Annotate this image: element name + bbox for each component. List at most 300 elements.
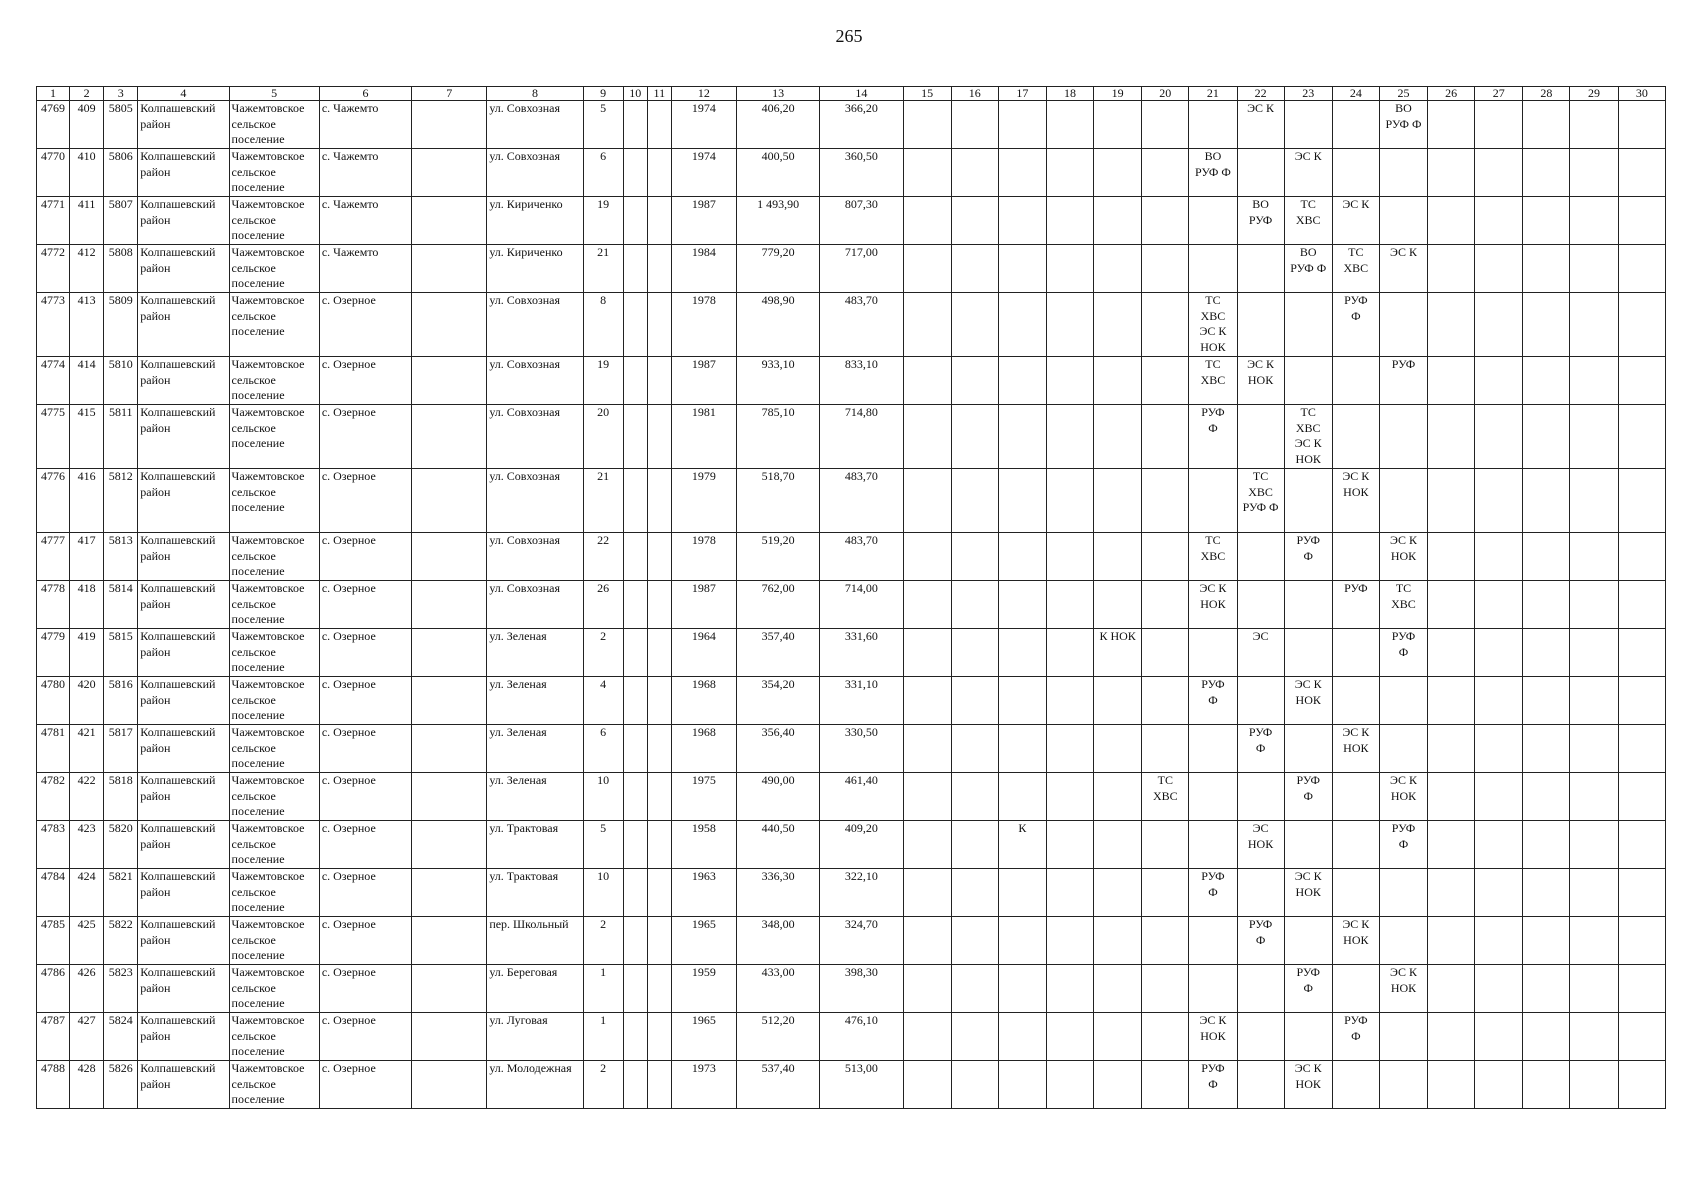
cell-col-10 (623, 965, 647, 1013)
cell-col-21 (1189, 101, 1237, 149)
cell-col-8: ул. Зеленая (487, 725, 583, 773)
cell-col-26 (1428, 293, 1475, 357)
cell-col-29 (1570, 917, 1618, 965)
cell-col-18 (1046, 357, 1093, 405)
cell-col-21 (1189, 917, 1237, 965)
cell-col-4: Колпашевский район (138, 773, 229, 821)
cell-col-27 (1475, 533, 1523, 581)
cell-col-13: 779,20 (737, 245, 820, 293)
table-row (37, 469, 1666, 533)
cell-col-18 (1046, 149, 1093, 197)
cell-col-11 (647, 725, 671, 773)
cell-col-17 (998, 149, 1046, 197)
cell-col-13: 762,00 (737, 581, 820, 629)
cell-col-16 (951, 405, 998, 469)
cell-col-28 (1523, 629, 1570, 677)
cell-col-28 (1523, 469, 1570, 533)
cell-col-3: 5815 (104, 629, 138, 677)
cell-col-27 (1475, 405, 1523, 469)
table-row (37, 821, 1666, 869)
cell-col-6: с. Озерное (319, 581, 411, 629)
cell-col-7 (412, 869, 487, 917)
cell-col-4: Колпашевский район (138, 581, 229, 629)
cell-col-10 (623, 245, 647, 293)
cell-col-30 (1618, 469, 1665, 533)
cell-col-23: ТС ХВС ЭС К НОК (1284, 405, 1332, 469)
cell-col-28 (1523, 293, 1570, 357)
cell-col-21: РУФ Ф (1189, 405, 1237, 469)
cell-col-15 (903, 821, 951, 869)
cell-col-5: Чажемтовское сельское поселение (229, 149, 319, 197)
cell-col-22: РУФ Ф (1237, 725, 1284, 773)
column-number: 26 (1428, 87, 1475, 101)
cell-col-29 (1570, 629, 1618, 677)
column-number: 21 (1189, 87, 1237, 101)
cell-col-19 (1094, 245, 1142, 293)
cell-col-4: Колпашевский район (138, 1013, 229, 1061)
cell-col-17 (998, 629, 1046, 677)
cell-col-3: 5817 (104, 725, 138, 773)
cell-col-27 (1475, 293, 1523, 357)
cell-col-8: ул. Совхозная (487, 581, 583, 629)
cell-col-4: Колпашевский район (138, 1061, 229, 1109)
cell-col-6: с. Чажемто (319, 245, 411, 293)
cell-col-27 (1475, 1013, 1523, 1061)
cell-col-20 (1142, 917, 1189, 965)
cell-col-25: ЭС К НОК (1379, 965, 1427, 1013)
cell-col-3: 5810 (104, 357, 138, 405)
column-number: 10 (623, 87, 647, 101)
column-number: 19 (1094, 87, 1142, 101)
cell-col-1: 4787 (37, 1013, 70, 1061)
column-number: 28 (1523, 87, 1570, 101)
cell-col-12: 1981 (671, 405, 736, 469)
cell-col-11 (647, 869, 671, 917)
cell-col-16 (951, 725, 998, 773)
cell-col-16 (951, 917, 998, 965)
cell-col-17 (998, 917, 1046, 965)
cell-col-26 (1428, 1013, 1475, 1061)
cell-col-23: ЭС К НОК (1284, 869, 1332, 917)
cell-col-13: 785,10 (737, 405, 820, 469)
cell-col-27 (1475, 149, 1523, 197)
cell-col-18 (1046, 245, 1093, 293)
cell-col-25: РУФ (1379, 357, 1427, 405)
cell-col-2: 428 (70, 1061, 104, 1109)
cell-col-30 (1618, 965, 1665, 1013)
cell-col-24 (1332, 149, 1379, 197)
cell-col-30 (1618, 869, 1665, 917)
cell-col-12: 1975 (671, 773, 736, 821)
cell-col-26 (1428, 725, 1475, 773)
cell-col-7 (412, 245, 487, 293)
cell-col-21 (1189, 821, 1237, 869)
cell-col-17: К (998, 821, 1046, 869)
cell-col-19 (1094, 357, 1142, 405)
cell-col-24: РУФ Ф (1332, 293, 1379, 357)
cell-col-23 (1284, 469, 1332, 533)
cell-col-10 (623, 357, 647, 405)
cell-col-13: 433,00 (737, 965, 820, 1013)
cell-col-1: 4781 (37, 725, 70, 773)
cell-col-27 (1475, 821, 1523, 869)
cell-col-10 (623, 725, 647, 773)
cell-col-10 (623, 821, 647, 869)
cell-col-9: 2 (583, 917, 623, 965)
cell-col-9: 22 (583, 533, 623, 581)
cell-col-9: 10 (583, 773, 623, 821)
cell-col-11 (647, 773, 671, 821)
cell-col-23 (1284, 821, 1332, 869)
cell-col-7 (412, 533, 487, 581)
cell-col-13: 336,30 (737, 869, 820, 917)
cell-col-6: с. Озерное (319, 533, 411, 581)
cell-col-27 (1475, 629, 1523, 677)
cell-col-11 (647, 821, 671, 869)
housing-table (36, 86, 1666, 1109)
cell-col-22 (1237, 773, 1284, 821)
table-row (37, 1061, 1666, 1109)
cell-col-30 (1618, 533, 1665, 581)
cell-col-20 (1142, 821, 1189, 869)
cell-col-17 (998, 197, 1046, 245)
cell-col-19 (1094, 469, 1142, 533)
cell-col-21 (1189, 629, 1237, 677)
cell-col-2: 417 (70, 533, 104, 581)
cell-col-6: с. Чажемто (319, 149, 411, 197)
table-row (37, 677, 1666, 725)
cell-col-21 (1189, 965, 1237, 1013)
cell-col-3: 5811 (104, 405, 138, 469)
cell-col-20 (1142, 677, 1189, 725)
cell-col-18 (1046, 533, 1093, 581)
cell-col-10 (623, 469, 647, 533)
cell-col-16 (951, 581, 998, 629)
cell-col-23: ВО РУФ Ф (1284, 245, 1332, 293)
column-number: 2 (70, 87, 104, 101)
cell-col-9: 6 (583, 149, 623, 197)
cell-col-15 (903, 357, 951, 405)
cell-col-17 (998, 965, 1046, 1013)
table-row (37, 1013, 1666, 1061)
cell-col-5: Чажемтовское сельское поселение (229, 1061, 319, 1109)
cell-col-26 (1428, 821, 1475, 869)
cell-col-12: 1965 (671, 1013, 736, 1061)
cell-col-16 (951, 629, 998, 677)
cell-col-20 (1142, 533, 1189, 581)
cell-col-14: 322,10 (820, 869, 903, 917)
cell-col-24 (1332, 533, 1379, 581)
cell-col-9: 8 (583, 293, 623, 357)
cell-col-30 (1618, 773, 1665, 821)
cell-col-13: 537,40 (737, 1061, 820, 1109)
cell-col-2: 419 (70, 629, 104, 677)
cell-col-9: 6 (583, 725, 623, 773)
column-number: 18 (1046, 87, 1093, 101)
cell-col-12: 1974 (671, 149, 736, 197)
cell-col-24: ЭС К НОК (1332, 469, 1379, 533)
cell-col-23 (1284, 357, 1332, 405)
cell-col-16 (951, 869, 998, 917)
cell-col-29 (1570, 725, 1618, 773)
cell-col-7 (412, 629, 487, 677)
cell-col-14: 324,70 (820, 917, 903, 965)
cell-col-9: 2 (583, 629, 623, 677)
cell-col-29 (1570, 293, 1618, 357)
cell-col-10 (623, 101, 647, 149)
cell-col-10 (623, 869, 647, 917)
cell-col-17 (998, 773, 1046, 821)
cell-col-9: 19 (583, 357, 623, 405)
cell-col-7 (412, 725, 487, 773)
cell-col-26 (1428, 677, 1475, 725)
cell-col-12: 1958 (671, 821, 736, 869)
cell-col-9: 5 (583, 101, 623, 149)
cell-col-19: К НОК (1094, 629, 1142, 677)
cell-col-11 (647, 533, 671, 581)
cell-col-12: 1984 (671, 245, 736, 293)
cell-col-16 (951, 1013, 998, 1061)
cell-col-1: 4788 (37, 1061, 70, 1109)
cell-col-8: ул. Кириченко (487, 197, 583, 245)
table-row (37, 405, 1666, 469)
cell-col-28 (1523, 965, 1570, 1013)
table-row (37, 725, 1666, 773)
cell-col-1: 4771 (37, 197, 70, 245)
cell-col-5: Чажемтовское сельское поселение (229, 869, 319, 917)
cell-col-18 (1046, 677, 1093, 725)
cell-col-13: 1 493,90 (737, 197, 820, 245)
cell-col-18 (1046, 917, 1093, 965)
cell-col-15 (903, 293, 951, 357)
cell-col-27 (1475, 469, 1523, 533)
cell-col-29 (1570, 533, 1618, 581)
cell-col-8: ул. Совхозная (487, 533, 583, 581)
cell-col-10 (623, 197, 647, 245)
cell-col-28 (1523, 197, 1570, 245)
cell-col-6: с. Озерное (319, 629, 411, 677)
cell-col-3: 5814 (104, 581, 138, 629)
cell-col-21: РУФ Ф (1189, 1061, 1237, 1109)
cell-col-8: пер. Школьный (487, 917, 583, 965)
cell-col-30 (1618, 677, 1665, 725)
cell-col-1: 4780 (37, 677, 70, 725)
cell-col-27 (1475, 965, 1523, 1013)
cell-col-26 (1428, 469, 1475, 533)
cell-col-8: ул. Молодежная (487, 1061, 583, 1109)
cell-col-29 (1570, 821, 1618, 869)
cell-col-9: 1 (583, 1013, 623, 1061)
cell-col-28 (1523, 101, 1570, 149)
table-row (37, 293, 1666, 357)
cell-col-23: РУФ Ф (1284, 533, 1332, 581)
cell-col-1: 4776 (37, 469, 70, 533)
cell-col-8: ул. Совхозная (487, 357, 583, 405)
cell-col-5: Чажемтовское сельское поселение (229, 917, 319, 965)
cell-col-22 (1237, 1061, 1284, 1109)
column-number: 15 (903, 87, 951, 101)
cell-col-12: 1964 (671, 629, 736, 677)
cell-col-26 (1428, 1061, 1475, 1109)
cell-col-8: ул. Совхозная (487, 149, 583, 197)
cell-col-2: 415 (70, 405, 104, 469)
cell-col-29 (1570, 245, 1618, 293)
cell-col-1: 4782 (37, 773, 70, 821)
cell-col-4: Колпашевский район (138, 725, 229, 773)
cell-col-27 (1475, 197, 1523, 245)
cell-col-15 (903, 581, 951, 629)
cell-col-20 (1142, 965, 1189, 1013)
cell-col-6: с. Озерное (319, 1061, 411, 1109)
cell-col-22 (1237, 149, 1284, 197)
cell-col-5: Чажемтовское сельское поселение (229, 469, 319, 533)
cell-col-24 (1332, 101, 1379, 149)
cell-col-29 (1570, 1013, 1618, 1061)
cell-col-13: 498,90 (737, 293, 820, 357)
cell-col-5: Чажемтовское сельское поселение (229, 629, 319, 677)
cell-col-19 (1094, 1013, 1142, 1061)
cell-col-13: 440,50 (737, 821, 820, 869)
cell-col-30 (1618, 629, 1665, 677)
cell-col-24 (1332, 405, 1379, 469)
cell-col-1: 4777 (37, 533, 70, 581)
cell-col-7 (412, 773, 487, 821)
cell-col-15 (903, 533, 951, 581)
cell-col-10 (623, 677, 647, 725)
cell-col-18 (1046, 869, 1093, 917)
cell-col-14: 360,50 (820, 149, 903, 197)
cell-col-28 (1523, 357, 1570, 405)
cell-col-24: РУФ Ф (1332, 1013, 1379, 1061)
cell-col-26 (1428, 197, 1475, 245)
cell-col-20 (1142, 101, 1189, 149)
cell-col-4: Колпашевский район (138, 677, 229, 725)
cell-col-6: с. Озерное (319, 677, 411, 725)
cell-col-6: с. Озерное (319, 869, 411, 917)
cell-col-1: 4779 (37, 629, 70, 677)
cell-col-28 (1523, 917, 1570, 965)
cell-col-30 (1618, 581, 1665, 629)
cell-col-3: 5818 (104, 773, 138, 821)
cell-col-9: 21 (583, 245, 623, 293)
cell-col-18 (1046, 293, 1093, 357)
cell-col-13: 400,50 (737, 149, 820, 197)
cell-col-16 (951, 469, 998, 533)
cell-col-8: ул. Зеленая (487, 677, 583, 725)
cell-col-16 (951, 533, 998, 581)
cell-col-26 (1428, 773, 1475, 821)
cell-col-29 (1570, 965, 1618, 1013)
cell-col-22 (1237, 677, 1284, 725)
cell-col-10 (623, 629, 647, 677)
cell-col-5: Чажемтовское сельское поселение (229, 773, 319, 821)
cell-col-8: ул. Совхозная (487, 469, 583, 533)
cell-col-19 (1094, 1061, 1142, 1109)
cell-col-15 (903, 773, 951, 821)
cell-col-16 (951, 821, 998, 869)
cell-col-15 (903, 1013, 951, 1061)
cell-col-15 (903, 869, 951, 917)
cell-col-17 (998, 357, 1046, 405)
cell-col-17 (998, 1013, 1046, 1061)
cell-col-18 (1046, 725, 1093, 773)
table-row (37, 773, 1666, 821)
cell-col-2: 425 (70, 917, 104, 965)
cell-col-1: 4785 (37, 917, 70, 965)
cell-col-11 (647, 581, 671, 629)
cell-col-7 (412, 677, 487, 725)
cell-col-2: 413 (70, 293, 104, 357)
cell-col-2: 418 (70, 581, 104, 629)
cell-col-20 (1142, 1061, 1189, 1109)
column-number: 17 (998, 87, 1046, 101)
cell-col-7 (412, 101, 487, 149)
cell-col-21 (1189, 469, 1237, 533)
cell-col-19 (1094, 677, 1142, 725)
cell-col-25: ВО РУФ Ф (1379, 101, 1427, 149)
cell-col-19 (1094, 197, 1142, 245)
cell-col-10 (623, 1013, 647, 1061)
cell-col-21: ЭС К НОК (1189, 581, 1237, 629)
cell-col-30 (1618, 197, 1665, 245)
cell-col-21 (1189, 245, 1237, 293)
cell-col-15 (903, 965, 951, 1013)
cell-col-7 (412, 1013, 487, 1061)
cell-col-26 (1428, 405, 1475, 469)
cell-col-28 (1523, 533, 1570, 581)
cell-col-28 (1523, 245, 1570, 293)
table-row (37, 197, 1666, 245)
cell-col-27 (1475, 677, 1523, 725)
cell-col-17 (998, 469, 1046, 533)
cell-col-12: 1968 (671, 725, 736, 773)
cell-col-4: Колпашевский район (138, 533, 229, 581)
cell-col-19 (1094, 581, 1142, 629)
cell-col-3: 5807 (104, 197, 138, 245)
cell-col-29 (1570, 869, 1618, 917)
cell-col-1: 4778 (37, 581, 70, 629)
cell-col-25 (1379, 677, 1427, 725)
cell-col-14: 483,70 (820, 533, 903, 581)
cell-col-20 (1142, 293, 1189, 357)
cell-col-15 (903, 917, 951, 965)
cell-col-9: 21 (583, 469, 623, 533)
cell-col-3: 5808 (104, 245, 138, 293)
cell-col-4: Колпашевский район (138, 965, 229, 1013)
cell-col-26 (1428, 629, 1475, 677)
cell-col-26 (1428, 357, 1475, 405)
cell-col-14: 714,80 (820, 405, 903, 469)
cell-col-5: Чажемтовское сельское поселение (229, 725, 319, 773)
cell-col-21: ТС ХВС ЭС К НОК (1189, 293, 1237, 357)
cell-col-11 (647, 405, 671, 469)
cell-col-7 (412, 581, 487, 629)
cell-col-6: с. Чажемто (319, 101, 411, 149)
cell-col-11 (647, 197, 671, 245)
table-row (37, 245, 1666, 293)
table-row (37, 965, 1666, 1013)
cell-col-28 (1523, 581, 1570, 629)
cell-col-4: Колпашевский район (138, 405, 229, 469)
cell-col-17 (998, 101, 1046, 149)
cell-col-29 (1570, 773, 1618, 821)
table-row (37, 917, 1666, 965)
cell-col-25 (1379, 293, 1427, 357)
cell-col-11 (647, 1013, 671, 1061)
cell-col-20 (1142, 357, 1189, 405)
cell-col-23 (1284, 725, 1332, 773)
cell-col-11 (647, 101, 671, 149)
